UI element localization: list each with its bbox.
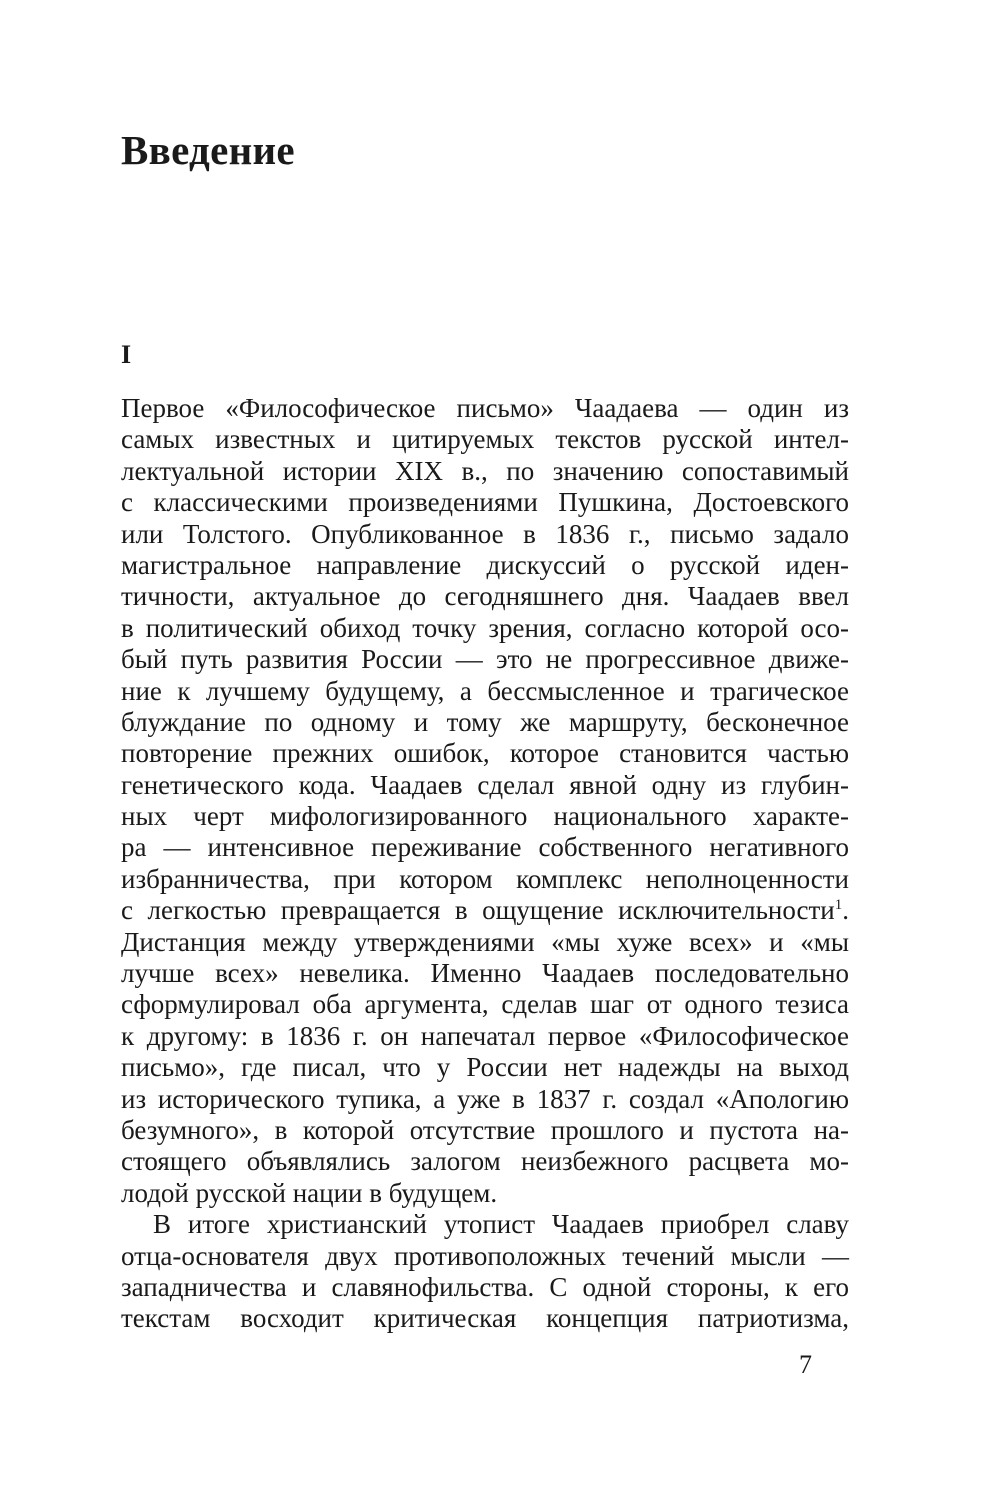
text-line-end: .	[842, 895, 849, 926]
text-line: из исторического тупика, а уже в 1837 г. создал «Апологию	[121, 1083, 849, 1114]
text-line: Дистанция между утверждениями «мы хуже всех» и «мы	[121, 926, 849, 957]
paragraph-1	[121, 393, 849, 1209]
text-line: западничества и славянофильства. С одной стороны, к его	[121, 1271, 849, 1302]
text-line: с классическими произведениями Пушкина, Достоевского	[121, 487, 849, 518]
paragraph-2	[121, 1209, 849, 1335]
text-line: письмо», где писал, что у России нет надежды на выход	[121, 1052, 849, 1083]
text-line: магистральное направление дискуссий о русской иден-	[121, 549, 849, 580]
text-line: тичности, актуальное до сегодняшнего дня. Чаадаев ввел	[121, 581, 849, 612]
text-line: генетического кода. Чаадаев сделал явной одну из глубин-	[121, 769, 849, 800]
footnote-reference[interactable]: 1	[834, 897, 843, 914]
text-line: блуждание по одному и тому же маршруту, бесконечное	[121, 706, 849, 737]
text-line: стоящего объявлялись залогом неизбежного расцвета мо-	[121, 1146, 849, 1177]
text-line: или Толстого. Опубликованное в 1836 г., письмо задало	[121, 518, 849, 549]
text-line: сформулировал оба аргумента, сделав шаг от одного тезиса	[121, 989, 849, 1020]
text-line: повторение прежних ошибок, которое становится частью	[121, 738, 849, 769]
text-line: лучше всех» невелика. Именно Чаадаев последовательно	[121, 958, 849, 989]
text-line: к другому: в 1836 г. он напечатал первое «Философическое	[121, 1020, 849, 1051]
text-line: лектуальной истории XIX в., по значению сопоставимый	[121, 455, 849, 486]
page-number: 7	[799, 1350, 812, 1379]
text-line: бый путь развития России — это не прогрессивное движе-	[121, 644, 849, 675]
text-line: лодой русской нации в будущем.	[121, 1177, 498, 1208]
text-line: ние к лучшему будущему, а бессмысленное и трагическое	[121, 675, 849, 706]
section-number: I	[121, 340, 132, 369]
text-line: ра — интенсивное переживание собственного негативного	[121, 832, 849, 863]
text-line: отца-основателя двух противоположных течений мысли —	[121, 1240, 849, 1271]
text-line: в политический обиход точку зрения, согласно которой осо-	[121, 612, 849, 643]
text-line: В итоге христианский утопист Чаадаев приобрел славу	[153, 1209, 849, 1240]
text-line: безумного», в которой отсутствие прошлого и пустота на-	[121, 1114, 849, 1145]
text-line: текстам восходит критическая концепция патриотизма,	[121, 1303, 849, 1334]
text-line: избранничества, при котором комплекс неполноценности	[121, 863, 849, 894]
text-line: Первое «Философическое письмо» Чаадаева — один из	[121, 393, 849, 423]
text-line-content: с легкостью превращается в ощущение исключительности	[121, 895, 835, 926]
text-line: ных черт мифологизированного национального характе-	[121, 801, 849, 832]
chapter-title: Введение	[121, 127, 295, 173]
text-line	[121, 895, 849, 926]
body-text	[121, 393, 849, 1335]
text-line: самых известных и цитируемых текстов русской интел-	[121, 424, 849, 455]
